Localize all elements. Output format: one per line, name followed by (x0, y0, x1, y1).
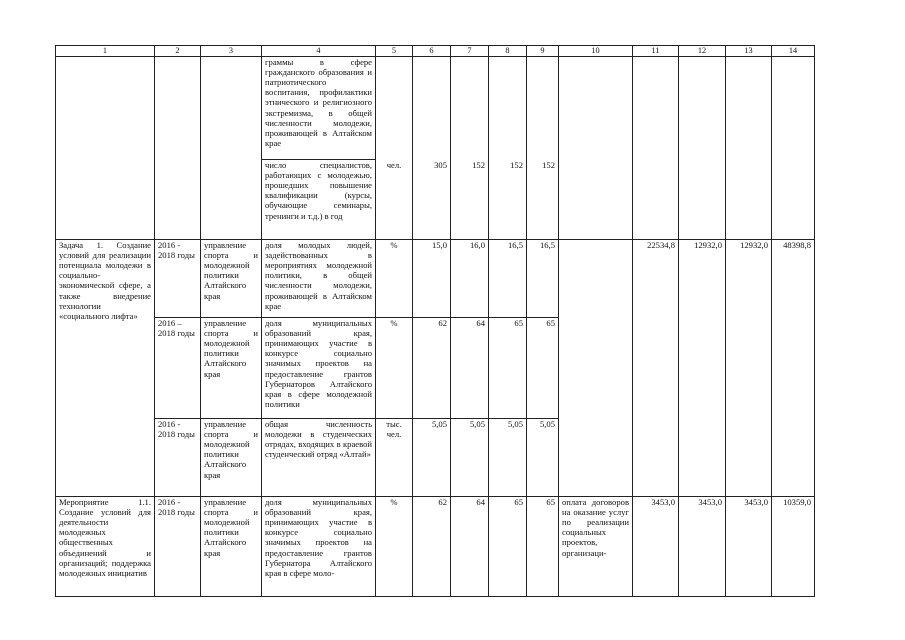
col-header-4: 4 (262, 46, 376, 57)
measure1-value-8: 65 (489, 497, 527, 597)
cell-task-continued (56, 57, 155, 240)
column-number-row (56, 46, 815, 57)
task1-value-7-3: 5,05 (451, 419, 489, 497)
program-table (55, 45, 815, 597)
measure1-period: 2016 - 2018 годы (155, 497, 201, 597)
task1-indicator-2: доля муниципальных образований края, принимающих участие в конкурсе социально значимых проектов на предоставление грантов Губернаторов Алтайского края в сфере молодежной политики (262, 318, 376, 419)
col-header-8: 8 (489, 46, 527, 57)
col-header-13: 13 (726, 46, 772, 57)
task1-indicator-3: общая численность молодежи в студенческих отрядах, входящих в краевой студенческий отряд «Алтай» (262, 419, 376, 497)
measure1-name: Мероприятие 1.1. Создание условий для деятельности молодежных общественных объединений и организаций; поддержка молодежных инициатив (56, 497, 155, 597)
unit-specialists: чел. (376, 160, 413, 240)
measure1-source: оплата договоров на оказание услуг по реализации социальных проектов, организаци- (559, 497, 633, 597)
measure1-value-6: 62 (413, 497, 451, 597)
task1-finance-11: 22534,8 (633, 240, 679, 497)
task1-value-7-1: 16,0 (451, 240, 489, 318)
task1-finance-12: 12932,0 (679, 240, 726, 497)
finance-2018-cell (726, 57, 772, 240)
unit-cell (376, 57, 413, 160)
measure1-finance-11: 3453,0 (633, 497, 679, 597)
task1-value-9-2: 65 (527, 318, 559, 419)
task1-value-9-1: 16,5 (527, 240, 559, 318)
task1-unit-3: тыс. чел. (376, 419, 413, 497)
measure1-executor: управление спорта и молодежной политики Алтайского края (201, 497, 262, 597)
indicator-specialists: число специалистов, работающих с молодежью, прошедших повышение квалификации (курсы, обучающие семинары, тренинги и т.д.) в год (262, 160, 376, 240)
task1-unit-1: % (376, 240, 413, 318)
measure1-value-9: 65 (527, 497, 559, 597)
value-7-specialists: 152 (451, 160, 489, 240)
task1-value-7-2: 64 (451, 318, 489, 419)
finance-2016-cell (633, 57, 679, 240)
task1-finance-13: 12932,0 (726, 240, 772, 497)
indicator-continued: граммы в сфере гражданского образования и патриотического воспитания, профилактики этнического и религиозного экстремизма, в общей численности молодежи, проживающей в Алтайском крае (262, 57, 376, 160)
source-cell (559, 57, 633, 240)
task1-executor-2: управление спорта и молодежной политики Алтайского края (201, 318, 262, 419)
value-6-specialists: 305 (413, 160, 451, 240)
measure1-unit: % (376, 497, 413, 597)
measure1-row (56, 497, 815, 597)
value-8-specialists: 152 (489, 160, 527, 240)
task1-value-6-2: 62 (413, 318, 451, 419)
cell-executor-continued (201, 57, 262, 240)
task1-value-8-2: 65 (489, 318, 527, 419)
measure1-indicator: доля муниципальных образований края, принимающих участие в конкурсе социально значимых проектов на предоставление грантов Губернатора Алтайского края в сфере моло- (262, 497, 376, 597)
finance-2017-cell (679, 57, 726, 240)
col-header-5: 5 (376, 46, 413, 57)
value-2018-cell (489, 57, 527, 160)
col-header-3: 3 (201, 46, 262, 57)
task1-executor-1: управление спорта и молодежной политики Алтайского края (201, 240, 262, 318)
col-header-14: 14 (772, 46, 815, 57)
value-2017-cell (451, 57, 489, 160)
task1-row-1 (56, 240, 815, 318)
task1-indicator-1: доля молодых людей, задействованных в мероприятиях молодежной политики, в общей численности молодежи, проживающей в Алтайском крае (262, 240, 376, 318)
task1-value-6-3: 5,05 (413, 419, 451, 497)
task1-unit-2: % (376, 318, 413, 419)
task1-source (559, 240, 633, 497)
task1-value-6-1: 15,0 (413, 240, 451, 318)
task1-value-9-3: 5,05 (527, 419, 559, 497)
value-9-specialists: 152 (527, 160, 559, 240)
task1-period-1: 2016 - 2018 годы (155, 240, 201, 318)
task1-value-8-3: 5,05 (489, 419, 527, 497)
measure1-finance-13: 3453,0 (726, 497, 772, 597)
task1-executor-3: управление спорта и молодежной политики Алтайского края (201, 419, 262, 497)
continued-row-1 (56, 57, 815, 160)
measure1-finance-14: 10359,0 (772, 497, 815, 597)
value-2016-cell (413, 57, 451, 160)
task1-period-3: 2016 - 2018 годы (155, 419, 201, 497)
col-header-7: 7 (451, 46, 489, 57)
task1-value-8-1: 16,5 (489, 240, 527, 318)
col-header-11: 11 (633, 46, 679, 57)
task1-finance-14: 48398,8 (772, 240, 815, 497)
task1-name: Задача 1. Создание условий для реализации потенциала молодежи в социально-экономической сфере, а также внедрение технологии «социального лифта» (56, 240, 155, 497)
col-header-10: 10 (559, 46, 633, 57)
measure1-value-7: 64 (451, 497, 489, 597)
col-header-9: 9 (527, 46, 559, 57)
col-header-12: 12 (679, 46, 726, 57)
col-header-1: 1 (56, 46, 155, 57)
col-header-6: 6 (413, 46, 451, 57)
measure1-finance-12: 3453,0 (679, 497, 726, 597)
value-final-cell (527, 57, 559, 160)
finance-total-cell (772, 57, 815, 240)
task1-period-2: 2016 – 2018 годы (155, 318, 201, 419)
col-header-2: 2 (155, 46, 201, 57)
cell-period-continued (155, 57, 201, 240)
